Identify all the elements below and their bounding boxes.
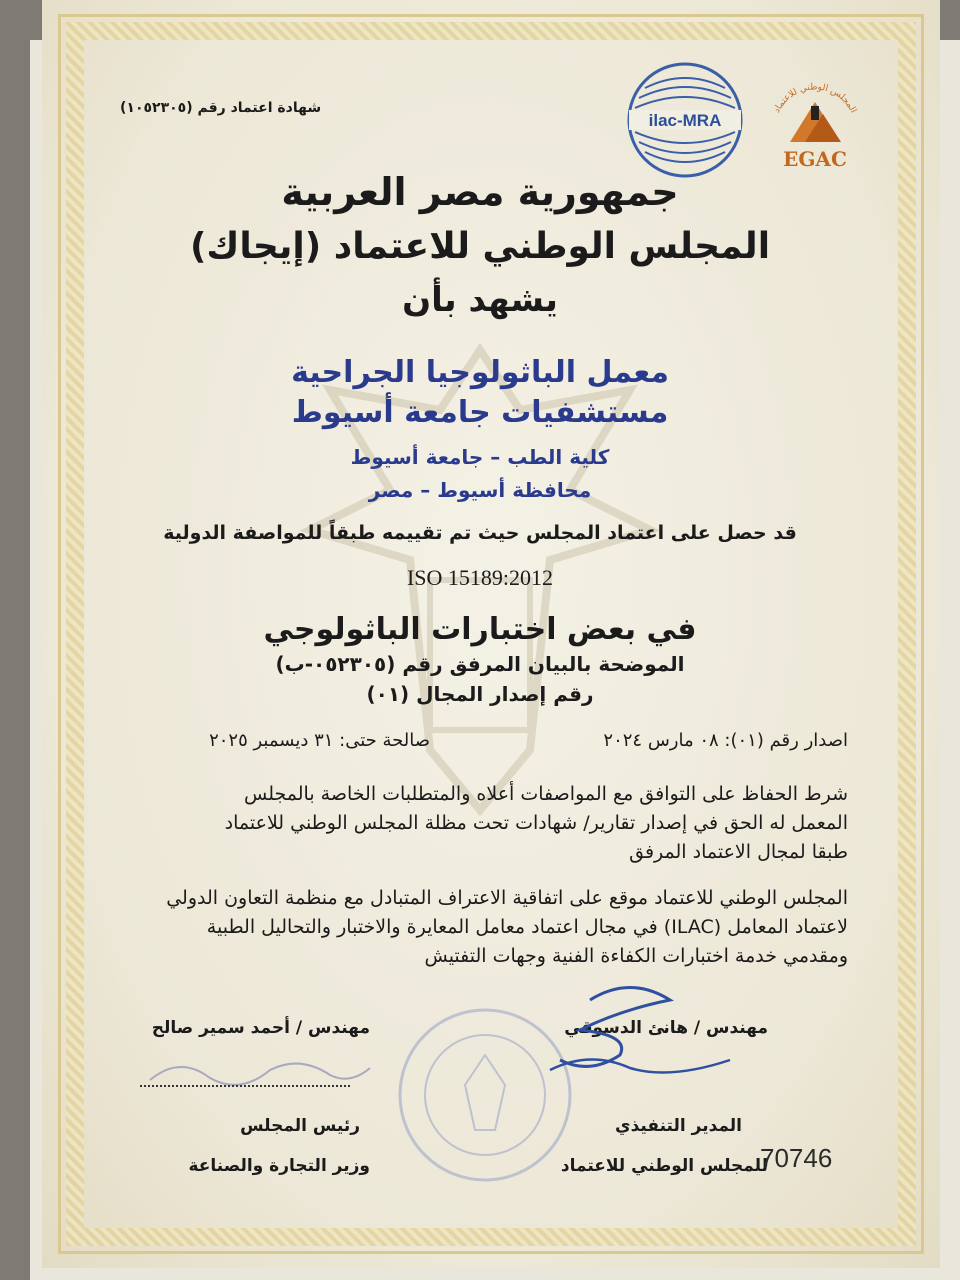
ilac-mra-logo — [625, 60, 745, 180]
annex-reference: الموضحة بالبيان المرفق رقم (٠٥٢٣٠٥-ب) — [275, 652, 685, 676]
council-title: المجلس الوطني للاعتماد (إيجاك) — [189, 226, 771, 267]
right-signatory-title: المدير التنفيذي — [615, 1116, 742, 1136]
ilac-line3: ومقدمي خدمة اختبارات الكفاءة الفنية وجهات التفتيش — [424, 945, 848, 967]
certifies-heading: يشهد بأن — [402, 280, 558, 320]
scope-title: في بعض اختبارات الباثولوجي — [263, 612, 697, 647]
country-title: جمهورية مصر العربية — [281, 170, 679, 214]
left-signature-line — [140, 1085, 350, 1087]
left-signatory-name: مهندس / أحمد سمير صالح — [151, 1018, 370, 1038]
faculty-line: كلية الطب – جامعة أسيوط — [350, 445, 610, 469]
scope-issue-number: رقم إصدار المجال (٠١) — [366, 682, 594, 706]
right-signatory-org: للمجلس الوطني للاعتماد — [560, 1156, 768, 1176]
egac-logo-text: EGAC — [783, 147, 847, 171]
lab-name-line2: مستشفيات جامعة أسيوط — [291, 395, 669, 430]
left-signatory-title: رئيس المجلس — [240, 1116, 360, 1136]
egac-logo — [765, 62, 865, 177]
lab-name-line1: معمل الباثولوجيا الجراحية — [291, 355, 669, 390]
left-signatory-org: وزير التجارة والصناعة — [188, 1156, 370, 1176]
certificate-number: شهادة اعتماد رقم (١٠٥٢٣٠٥) — [120, 100, 322, 116]
right-signature-icon — [470, 980, 750, 1090]
egac-arabic-text: المجلس الوطني للاعتماد — [772, 82, 858, 115]
ilac-line2: لاعتماد المعامل (ILAC) في مجال اعتماد معامل المعايرة والاختبار والتحاليل الطبية — [206, 916, 848, 938]
condition-line2: المعمل له الحق في إصدار تقارير/ شهادات تحت مظلة المجلس الوطني للاعتماد — [224, 812, 848, 834]
ilac-line1: المجلس الوطني للاعتماد موقع على اتفاقية الاعتراف المتبادل مع منظمة التعاون الدولي — [166, 887, 848, 909]
accreditation-statement: قد حصل على اعتماد المجلس حيث تم تقييمه طبقاً للمواصفة الدولية — [163, 522, 797, 544]
issue-date: اصدار رقم (٠١): ٠٨ مارس ٢٠٢٤ — [603, 730, 848, 751]
condition-line3: طبقا لمجال الاعتماد المرفق — [629, 841, 848, 863]
serial-number: 70746 — [760, 1143, 833, 1173]
governorate-line: محافظة أسيوط – مصر — [368, 478, 592, 502]
left-signature-icon — [140, 1050, 380, 1100]
ilac-logo-text: ilac-MRA — [648, 111, 722, 130]
valid-until-date: صالحة حتى: ٣١ ديسمبر ٢٠٢٥ — [209, 730, 430, 751]
condition-line1: شرط الحفاظ على التوافق مع المواصفات أعلاه والمتطلبات الخاصة بالمجلس — [243, 783, 848, 805]
right-signatory-name: مهندس / هانئ الدسوقي — [564, 1018, 768, 1038]
iso-standard: ISO 15189:2012 — [406, 565, 554, 590]
